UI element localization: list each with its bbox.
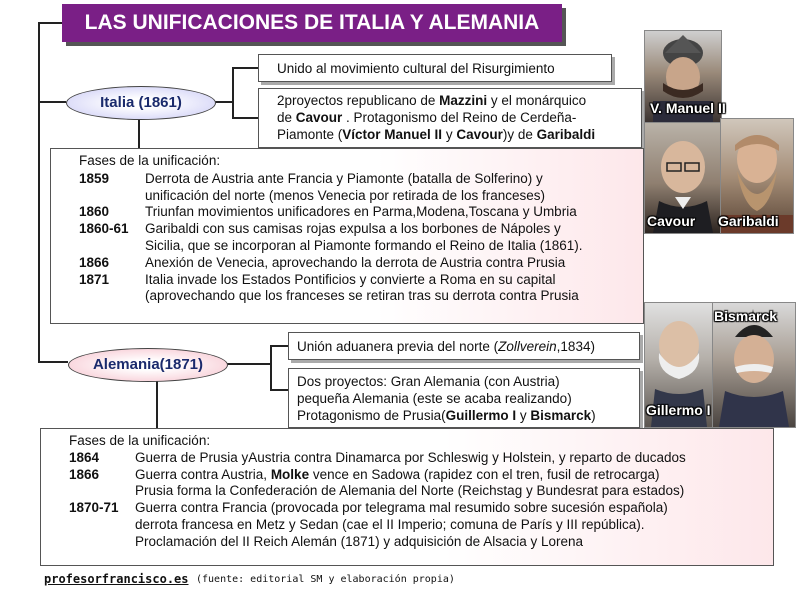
alemania-zollverein-box	[288, 332, 640, 360]
fase-row	[69, 483, 773, 500]
fase-row	[79, 288, 643, 305]
italia-connector	[38, 101, 66, 103]
close-paren-text: )	[591, 408, 596, 423]
zollverein-text: Zollverein	[498, 339, 557, 354]
footer-source: (fuente: editorial SM y elaboración propia)	[196, 574, 455, 585]
alemania-fases-title: Fases de la unificación:	[69, 433, 211, 448]
fase-year-empty	[69, 517, 135, 534]
fase-text: Proclamación del II Reich Alemán (1871) y adquisición de Alsacia y Lorena	[135, 533, 583, 549]
fase-year: 1871	[79, 271, 110, 287]
fase-year-empty	[79, 288, 145, 305]
italia-fases-box	[50, 148, 644, 324]
title-connector	[38, 22, 62, 24]
alemania-node-label: Alemania(1871)	[92, 356, 204, 373]
proyectos-text: 2proyectos republicano de	[277, 93, 440, 108]
italia-risorgimento-text: Unido al movimiento cultural del Risurgimiento	[277, 61, 555, 76]
victor-manuel-text: Víctor Manuel II	[342, 127, 443, 142]
alemania-connector	[38, 361, 68, 363]
italia-branch-bottom	[232, 117, 258, 119]
cavour-text: Cavour	[295, 110, 343, 125]
italia-branch-top	[232, 67, 258, 69]
y-text-2: y	[516, 408, 531, 423]
footer-site[interactable]: profesorfrancisco.es	[44, 572, 189, 586]
fase-year: 1864	[69, 449, 100, 465]
fase-row	[79, 188, 643, 205]
alemania-branch-vertical	[270, 345, 272, 391]
bismarck-label: Bismarck	[714, 308, 778, 324]
pequena-alemania-text: pequeña Alemania (este se acaba realizando)	[297, 391, 572, 406]
italia-fases-title: Fases de la unificación:	[79, 153, 221, 168]
fase-row	[79, 171, 643, 188]
italia-fases-list	[79, 171, 643, 305]
fase-text: Guerra de Prusia yAustria contra Dinamarca por Schleswig y Holstein, y reparto de ducados	[135, 449, 686, 465]
fase-row	[79, 255, 643, 272]
fase-text: Italia invade los Estados Pontificios y convierte a Roma en su capital	[145, 271, 556, 287]
molke-text: Molke	[270, 466, 310, 482]
de-text: de	[277, 110, 296, 125]
alemania-branch-top	[270, 345, 288, 347]
garibaldi-text: Garibaldi	[536, 127, 596, 142]
fase-text: Anexión de Venecia, aprovechando la derrota de Austria contra Prusia	[145, 254, 566, 270]
y-text: y	[442, 127, 457, 142]
fase-year-empty	[69, 534, 135, 551]
alemania-node	[68, 348, 228, 382]
fase-row	[69, 500, 773, 517]
fase-year: 1866	[69, 466, 100, 482]
fase-year: 1859	[79, 170, 110, 186]
fase-text: derrota francesa en Metz y Sedan (cae el II Imperio; comuna de París y III república).	[135, 516, 645, 532]
fase-row	[69, 467, 773, 484]
italia-down-line	[138, 118, 140, 148]
fase-text: unificación del norte (menos Venecia por retirada de los franceses)	[145, 187, 545, 203]
fase-text: Prusia forma la Confederación de Alemania del Norte (Reichstag y Bundesrat para estados)	[135, 483, 685, 499]
italia-proyectos-box	[258, 88, 642, 148]
proyectos-text-2: y el monárquico	[487, 93, 587, 108]
fase-row	[69, 450, 773, 467]
fase-row	[69, 534, 773, 551]
protagonismo-prusia-text: Protagonismo de Prusia(	[297, 408, 446, 423]
italia-risorgimento-box	[258, 54, 612, 82]
alemania-branch-bottom	[270, 389, 288, 391]
fase-text: Triunfan movimientos unificadores en Parma,Modena,Toscana y Umbria	[145, 204, 577, 220]
piamonte-text: Piamonte (	[277, 127, 343, 142]
garibaldi-label: Garibaldi	[718, 213, 779, 229]
fase-text-part: vence en Sadowa (rapidez con el tren, fusil de retrocarga)	[309, 466, 660, 482]
fase-text: Garibaldi con sus camisas rojas expulsa a los borbones de Nápoles y	[145, 221, 561, 237]
guillermo-label: Gillermo I	[646, 402, 711, 418]
alemania-down-line	[156, 380, 158, 428]
fase-text: Guerra contra Francia (provocada por telegrama mal resumido sobre sucesión española)	[135, 500, 668, 516]
fase-row	[79, 204, 643, 221]
guillermo-text: Guillermo I	[445, 408, 517, 423]
zollverein-year-text: ,1834)	[556, 339, 595, 354]
fase-text	[135, 467, 773, 484]
italia-node-label: Italia (1861)	[100, 94, 182, 111]
italia-branch-h	[214, 101, 232, 103]
mazzini-text: Mazzini	[439, 93, 488, 108]
fase-row	[79, 221, 643, 238]
alemania-branch-h	[226, 363, 270, 365]
fase-year: 1860	[79, 204, 110, 220]
fase-year-empty	[79, 188, 145, 205]
protagonismo-text: . Protagonismo del Reino de Cerdeña-	[342, 110, 577, 125]
fase-row	[69, 517, 773, 534]
y-de-text: )y de	[502, 127, 537, 142]
fase-year-empty	[79, 238, 145, 255]
dos-proyectos-text: Dos proyectos: Gran Alemania (con Austria)	[297, 374, 560, 389]
alemania-fases-box	[40, 428, 774, 566]
fase-year-empty	[69, 483, 135, 500]
fase-year: 1866	[79, 254, 110, 270]
vmanuel-label: V. Manuel II	[650, 100, 726, 116]
fase-year: 1860-61	[79, 221, 129, 237]
fase-text: Derrota de Austria ante Francia y Piamonte (batalla de Solferino) y	[145, 170, 543, 186]
fase-text-part: Guerra contra Austria,	[135, 466, 271, 482]
fase-year: 1870-71	[69, 500, 119, 516]
main-vertical-line	[38, 22, 40, 362]
page-title: LAS UNIFICACIONES DE ITALIA Y ALEMANIA	[62, 4, 562, 42]
cavour-label: Cavour	[647, 213, 696, 229]
union-aduanera-text: Unión aduanera previa del norte (	[297, 339, 499, 354]
italia-node	[66, 86, 216, 120]
fase-row	[79, 238, 643, 255]
bismarck-text: Bismarck	[530, 408, 592, 423]
fase-text: Sicilia, que se incorporan al Piamonte formando el Reino de Italia (1861).	[145, 237, 583, 253]
italia-branch-vertical	[232, 67, 234, 119]
fase-row	[79, 272, 643, 289]
alemania-proyectos-box	[288, 368, 640, 428]
fase-text: (aprovechando que los franceses se retiran tras su derrota contra Prusia	[145, 288, 579, 304]
cavour-text-2: Cavour	[456, 127, 503, 142]
